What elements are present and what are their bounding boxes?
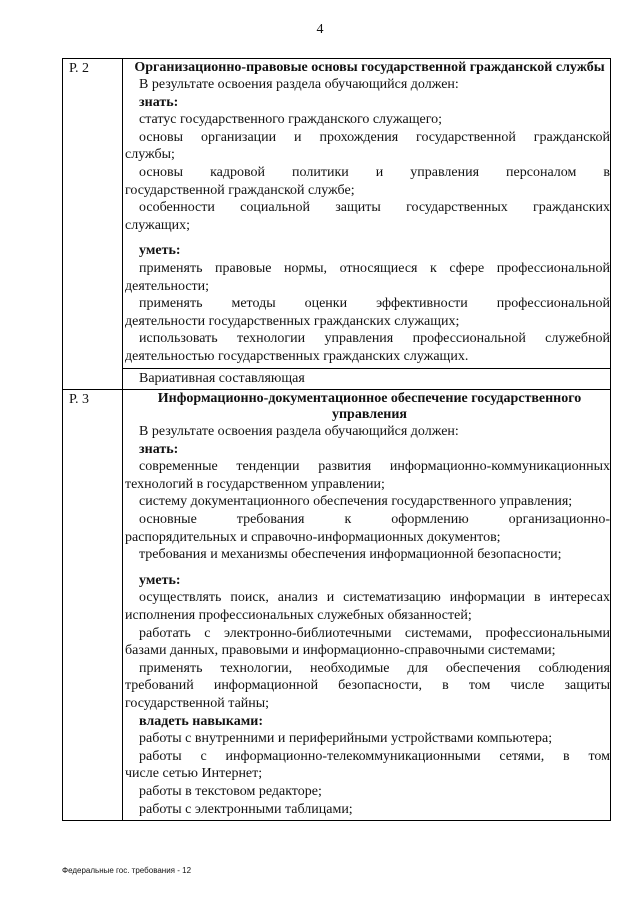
list-item: работать с электронно-библиотечными системами, профессиональными — [139, 625, 610, 641]
list-item: применять технологии, необходимые для обеспечения соблюдения — [139, 660, 610, 676]
section-content — [123, 390, 611, 821]
requirements-table — [62, 58, 611, 821]
list-item: применять методы оценки эффективности профессиональной — [139, 296, 610, 312]
list-item-continuation: государственной гражданской службе; — [125, 182, 355, 198]
list-item-continuation: деятельности; — [125, 278, 210, 294]
list-item: использовать технологии управления профессиональной служебной — [139, 331, 610, 347]
variative-row — [63, 368, 611, 390]
list-item-continuation: деятельности государственных гражданских служащих; — [125, 313, 460, 329]
list-item: работы в текстовом редакторе; — [139, 783, 322, 799]
list-item-continuation: службы; — [125, 147, 175, 163]
section-intro: В результате освоения раздела обучающийся должен: — [139, 424, 459, 440]
list-item: применять правовые нормы, относящиеся к сфере профессиональной — [139, 260, 610, 276]
know-label: знать: — [139, 94, 179, 110]
list-item-continuation: требований информационной безопасности, в том числе защиты — [125, 678, 610, 694]
section-intro: В результате освоения раздела обучающийся должен: — [139, 77, 459, 92]
list-item-continuation: государственной тайны; — [125, 696, 270, 711]
list-item: работы с электронными таблицами; — [139, 801, 353, 817]
section-row-r3 — [63, 390, 611, 821]
section-row-r2 — [63, 59, 611, 369]
skills-label: владеть навыками: — [139, 713, 263, 729]
section-title: Организационно-правовые основы государственной гражданской службы — [134, 60, 605, 75]
variative-label: Вариативная составляющая — [139, 370, 305, 386]
list-item-continuation: числе сетью Интернет; — [125, 766, 263, 782]
list-item-continuation: служащих; — [125, 217, 191, 233]
list-item: основы кадровой политики и управления персоналом в — [139, 164, 610, 180]
list-item: осуществлять поиск, анализ и систематизацию информации в интересах — [139, 590, 610, 606]
list-item: требования и механизмы обеспечения информационной безопасности; — [139, 547, 562, 563]
list-item: современные тенденции развития информационно-коммуникационных — [139, 459, 610, 475]
list-item: работы с внутренними и периферийными устройствами компьютера; — [139, 731, 553, 747]
section-code: Р. 3 — [63, 390, 123, 821]
list-item: основные требования к оформлению организационно- — [139, 512, 610, 528]
know-label: знать: — [139, 441, 179, 457]
page-number: 4 — [316, 22, 324, 37]
list-item-continuation: технологий в государственном управлении; — [125, 476, 385, 492]
list-item-continuation: исполнения профессиональных служебных обязанностей; — [125, 608, 472, 624]
list-item-continuation: распорядительных и справочно-информационных документов; — [125, 529, 501, 545]
footer: Федеральные гос. требования - 12 — [62, 866, 192, 875]
list-item: основы организации и прохождения государственной гражданской — [139, 129, 610, 145]
list-item-continuation: базами данных, правовыми и информационно-справочными системами; — [125, 643, 556, 659]
section-content — [123, 59, 611, 369]
can-label: уметь: — [139, 572, 181, 588]
section-code: Р. 2 — [63, 59, 123, 390]
list-item: работы с информационно-телекоммуникационными сетями, в том — [139, 748, 610, 764]
list-item: систему документационного обеспечения государственного управления; — [139, 494, 573, 510]
section-title: Информационно-документационное обеспечение государственного управления — [157, 391, 582, 423]
list-item: статус государственного гражданского служащего; — [139, 112, 443, 128]
variative-cell — [123, 368, 611, 390]
list-item: особенности социальной защиты государственных гражданских — [139, 200, 610, 216]
can-label: уметь: — [139, 243, 181, 259]
list-item-continuation: деятельностью государственных гражданских служащих. — [125, 348, 469, 364]
